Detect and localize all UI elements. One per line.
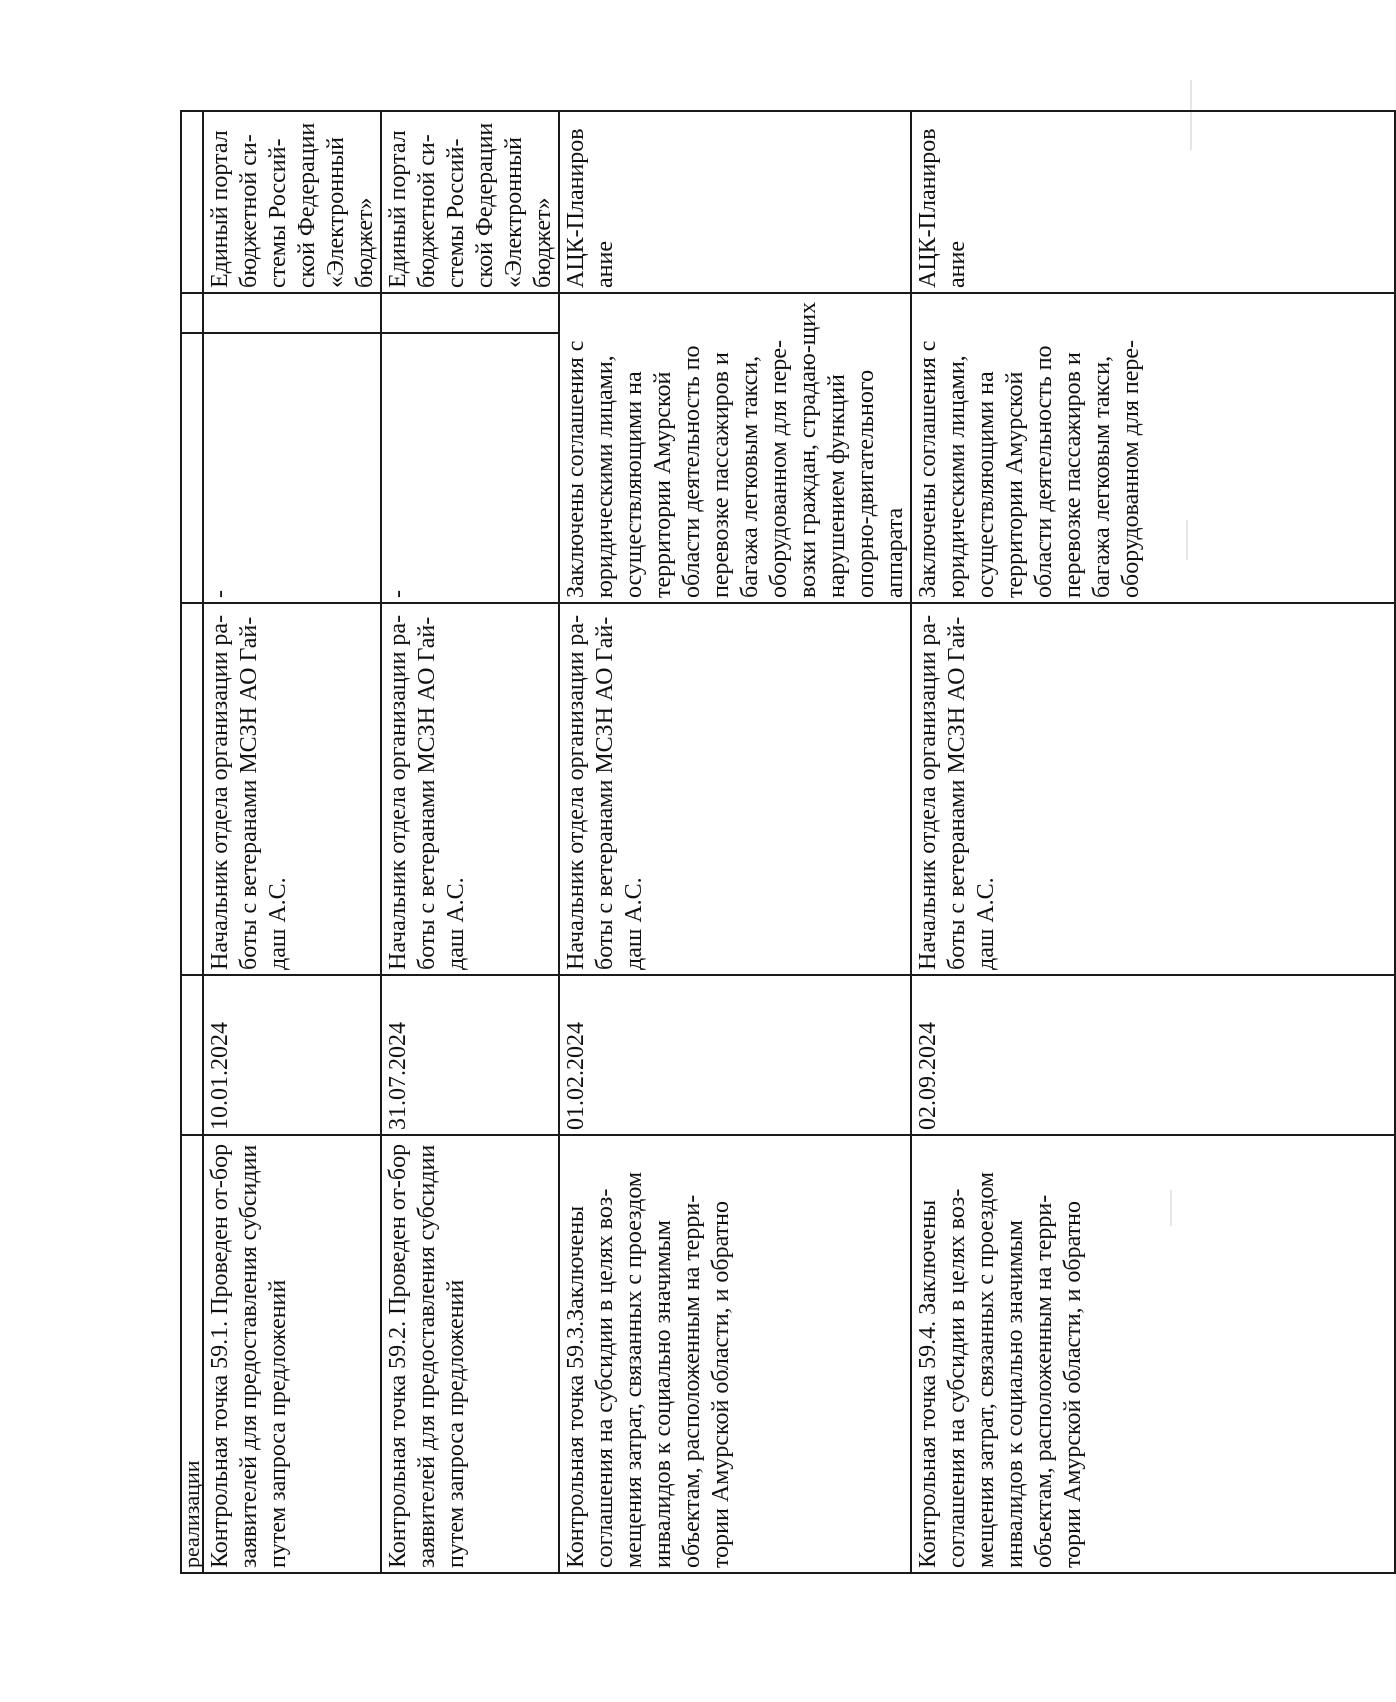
cell-event: Контрольная точка 59.4. Заключены соглашения на субсидии в целях воз-мещения затрат, связанных с проездом инвалидов к социально значимым объектам, расположенным на терри-тории Амурской области, и обратно [911, 1135, 1395, 1573]
header-cell-date [181, 975, 203, 1135]
table-header-row [181, 111, 203, 1573]
cell-date: 31.07.2024 [381, 975, 559, 1135]
header-cell-result [181, 333, 203, 603]
cell-result: Заключены соглашения с юридическими лицами, осуществляющими на территории Амурской области деятельность по перевозке пассажиров и багажа легковым такси, оборудованном для пере-возки граждан, страдаю-щих нарушением функций опорно-двигательного аппарата [559, 293, 911, 603]
cell-responsible: Начальник отдела организации ра-боты с ветеранами МСЗН АО Гай-даш А.С. [203, 603, 381, 975]
cell-description [381, 293, 559, 333]
cell-event: Контрольная точка 59.2. Проведен от-бор заявителей для предоставления субсидии путем запроса предложений [381, 1135, 559, 1573]
cell-event: Контрольная точка 59.3.Заключены соглашения на субсидии в целях воз-мещения затрат, связанных с проездом инвалидов к социально значимым объектам, расположенным на терри-тории Амурской области, и обратно [559, 1135, 911, 1573]
cell-responsible: Начальник отдела организации ра-боты с ветеранами МСЗН АО Гай-даш А.С. [381, 603, 559, 975]
cell-result: - [381, 333, 559, 603]
cell-responsible: Начальник отдела организации ра-боты с ветеранами МСЗН АО Гай-даш А.С. [559, 603, 911, 975]
cell-date: 02.09.2024 [911, 975, 1395, 1135]
cell-system: Единый портал бюджетной си-стемы Россий-ской Федерации «Электронный бюджет» [203, 111, 381, 293]
cell-system: АЦК-Планиров ание [559, 111, 911, 293]
table-row [559, 111, 911, 1573]
cell-responsible: Начальник отдела организации ра-боты с ветеранами МСЗН АО Гай-даш А.С. [911, 603, 1395, 975]
table-row [203, 111, 381, 1573]
header-cell-event: реализации [181, 1135, 203, 1573]
table-row [381, 111, 559, 1573]
cell-date: 10.01.2024 [203, 975, 381, 1135]
cell-date: 01.02.2024 [559, 975, 911, 1135]
header-cell-description [181, 293, 203, 333]
header-cell-responsible [181, 603, 203, 975]
cell-event: Контрольная точка 59.1. Проведен от-бор заявителей для предоставления субсидии путем запроса предложений [203, 1135, 381, 1573]
table-row [911, 111, 1395, 1573]
rotated-table-container [180, 112, 1194, 1574]
plan-table [180, 110, 1396, 1574]
cell-system: АЦК-Планиров ание [911, 111, 1395, 293]
cell-result: Заключены соглашения с юридическими лицами, осуществляющими на территории Амурской области деятельность по перевозке пассажиров и багажа легковым такси, оборудованном для пере- [911, 293, 1395, 603]
cell-system: Единый портал бюджетной си-стемы Россий-ской Федерации «Электронный бюджет» [381, 111, 559, 293]
cell-description [203, 293, 381, 333]
cell-result: - [203, 333, 381, 603]
header-cell-system [181, 111, 203, 293]
